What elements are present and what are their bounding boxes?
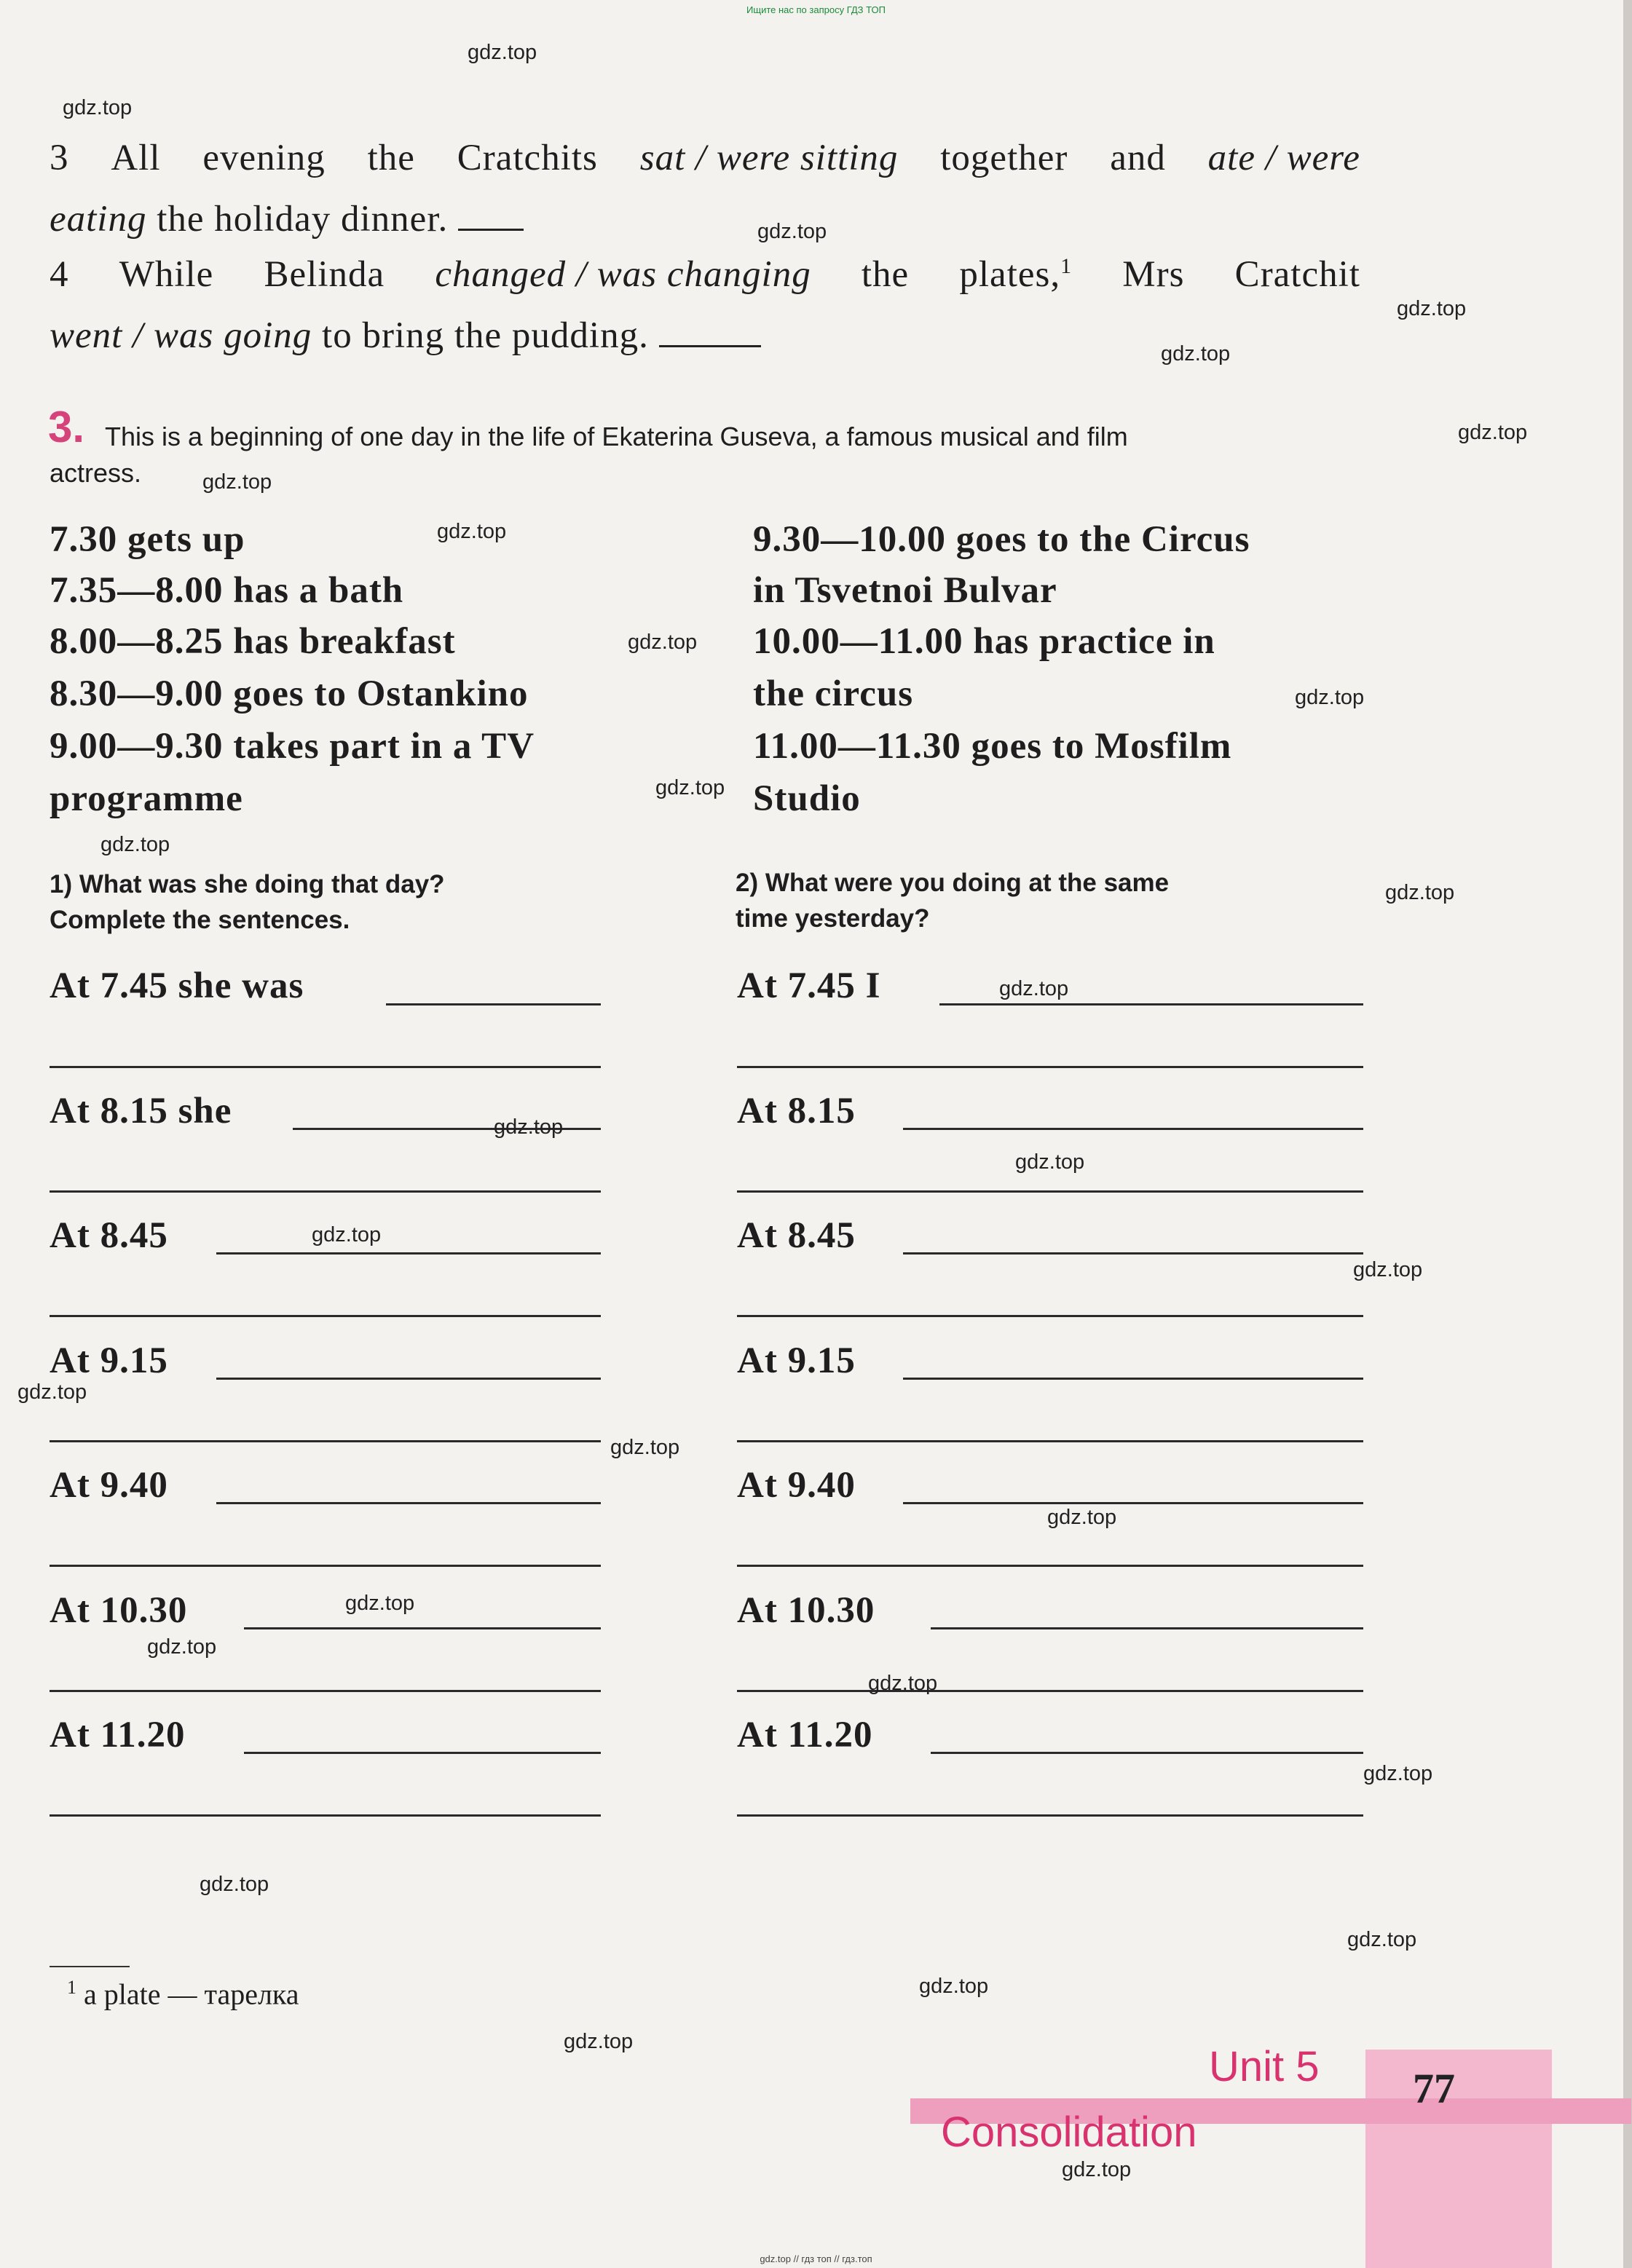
answer-line-right-3b[interactable] [737, 1315, 1363, 1317]
watermark: gdz.top [100, 833, 170, 856]
left-prompt-7: At 11.20 [50, 1715, 186, 1755]
watermark: gdz.top [999, 977, 1069, 1000]
answer-line-right-6b[interactable] [737, 1690, 1363, 1692]
watermark: gdz.top [610, 1436, 680, 1459]
right-prompt-1: At 7.45 I [737, 965, 881, 1006]
question-1-heading: 1) What was she doing that day? Complete the sentences. [50, 870, 445, 934]
answer-line-left-1a[interactable] [386, 1003, 601, 1005]
answer-line-right-1b[interactable] [737, 1066, 1363, 1068]
watermark: gdz.top [1295, 686, 1365, 709]
left-prompt-4: At 9.15 [50, 1340, 168, 1381]
watermark: gdz.top [919, 1975, 989, 1998]
schedule-left-6: programme [50, 778, 243, 819]
answer-line-right-7a[interactable] [931, 1752, 1363, 1754]
page-number: 77 [1413, 2065, 1455, 2112]
answer-line-right-5a[interactable] [903, 1502, 1363, 1504]
answer-line-right-3a[interactable] [903, 1252, 1363, 1254]
answer-line-right-4a[interactable] [903, 1378, 1363, 1380]
schedule-right-5: 11.00—11.30 goes to Mosfilm [753, 726, 1232, 767]
ex2-line-4: went / was going to bring the pudding. [50, 315, 761, 357]
schedule-right-3: 10.00—11.00 has practice in [753, 621, 1215, 662]
watermark: gdz.top [1047, 1506, 1117, 1529]
answer-line-right-7b[interactable] [737, 1814, 1363, 1817]
page-edge [1623, 0, 1632, 2268]
section-label: Consolidation [941, 2109, 1197, 2156]
watermark: gdz.top [312, 1223, 382, 1246]
answer-line-left-7a[interactable] [244, 1752, 601, 1754]
watermark: gdz.top [437, 520, 507, 543]
right-prompt-4: At 9.15 [737, 1340, 856, 1381]
bottom-links[interactable]: gdz.top // гдз топ // гдз.топ [760, 2253, 872, 2264]
ex2-line-3: 4 While Belinda changed / was changing the plates,$^1$ Mrs Cratchit [50, 254, 1360, 295]
watermark: gdz.top [757, 220, 827, 243]
watermark: gdz.top [494, 1115, 564, 1139]
answer-line-right-6a[interactable] [931, 1627, 1363, 1629]
ex2-line-2: eating the holiday dinner. [50, 198, 524, 240]
answer-line-left-4b[interactable] [50, 1440, 601, 1442]
watermark: gdz.top [202, 470, 272, 494]
answer-line-left-3b[interactable] [50, 1315, 601, 1317]
watermark: gdz.top [564, 2030, 634, 2053]
schedule-left-3: 8.00—8.25 has breakfast [50, 621, 456, 662]
footnote: $^1$ a plate — тарелка [67, 1977, 299, 2011]
watermark: gdz.top [63, 96, 133, 119]
watermark: gdz.top [1015, 1150, 1085, 1174]
right-prompt-3: At 8.45 [737, 1215, 856, 1256]
watermark: gdz.top [868, 1672, 938, 1695]
answer-line-left-4a[interactable] [216, 1378, 601, 1380]
answer-line-left-2b[interactable] [50, 1190, 601, 1193]
answer-line-left-5a[interactable] [216, 1502, 601, 1504]
schedule-right-2: in Tsvetnoi Bulvar [753, 570, 1057, 611]
answer-line-right-4b[interactable] [737, 1440, 1363, 1442]
schedule-right-1: 9.30—10.00 goes to the Circus [753, 519, 1250, 560]
answer-line-right-2a[interactable] [903, 1128, 1363, 1130]
answer-line-left-7b[interactable] [50, 1814, 601, 1817]
watermark: gdz.top [1353, 1258, 1423, 1281]
watermark: gdz.top [345, 1592, 415, 1615]
question-2-heading: 2) What were you doing at the same time yesterday? [736, 869, 1170, 933]
answer-line-left-5b[interactable] [50, 1565, 601, 1567]
watermark: gdz.top [1458, 421, 1528, 444]
watermark: gdz.top [655, 776, 725, 799]
page-tab [1365, 2050, 1552, 2268]
left-prompt-3: At 8.45 [50, 1215, 168, 1256]
watermark: gdz.top [1397, 297, 1467, 320]
schedule-left-5: 9.00—9.30 takes part in a TV [50, 726, 535, 767]
answer-line-right-1a[interactable] [939, 1003, 1363, 1005]
right-prompt-7: At 11.20 [737, 1715, 873, 1755]
watermark: gdz.top [628, 631, 698, 654]
right-prompt-6: At 10.30 [737, 1590, 875, 1631]
schedule-left-1: 7.30 gets up [50, 519, 245, 560]
watermark: gdz.top [468, 41, 537, 64]
footnote-divider [50, 1966, 130, 1967]
answer-line-right-5b[interactable] [737, 1565, 1363, 1567]
exercise-instructions: This is a beginning of one day in the life of Ekaterina Guseva, a famous musical and film actress. [50, 422, 1128, 488]
left-prompt-5: At 9.40 [50, 1465, 168, 1506]
watermark: gdz.top [1347, 1928, 1417, 1951]
answer-line-right-2b[interactable] [737, 1190, 1363, 1193]
left-prompt-1: At 7.45 she was [50, 965, 304, 1006]
watermark: gdz.top [1062, 2158, 1132, 2181]
watermark: gdz.top [200, 1873, 269, 1896]
watermark: gdz.top [1161, 342, 1231, 366]
watermark: gdz.top [17, 1380, 87, 1404]
answer-line-left-6a[interactable] [244, 1627, 601, 1629]
ex2-line-1: 3 All evening the Cratchits sat / were sitting together and ate / were [50, 138, 1360, 178]
left-prompt-2: At 8.15 she [50, 1091, 232, 1131]
answer-line-left-3a[interactable] [216, 1252, 601, 1254]
schedule-left-4: 8.30—9.00 goes to Ostankino [50, 673, 529, 714]
watermark: gdz.top [147, 1635, 217, 1659]
unit-label: Unit 5 [1209, 2043, 1320, 2090]
answer-line-left-6b[interactable] [50, 1690, 601, 1692]
right-prompt-5: At 9.40 [737, 1465, 856, 1506]
watermark: gdz.top [1363, 1762, 1433, 1785]
schedule-left-2: 7.35—8.00 has a bath [50, 570, 404, 611]
schedule-right-6: Studio [753, 778, 861, 819]
schedule-right-4: the circus [753, 673, 914, 714]
left-prompt-6: At 10.30 [50, 1590, 188, 1631]
exercise-number: 3. [48, 403, 85, 451]
watermark: gdz.top [1385, 881, 1455, 904]
right-prompt-2: At 8.15 [737, 1091, 856, 1131]
header-link[interactable]: Ищите нас по запросу ГДЗ ТОП [746, 4, 886, 15]
answer-line-left-1b[interactable] [50, 1066, 601, 1068]
